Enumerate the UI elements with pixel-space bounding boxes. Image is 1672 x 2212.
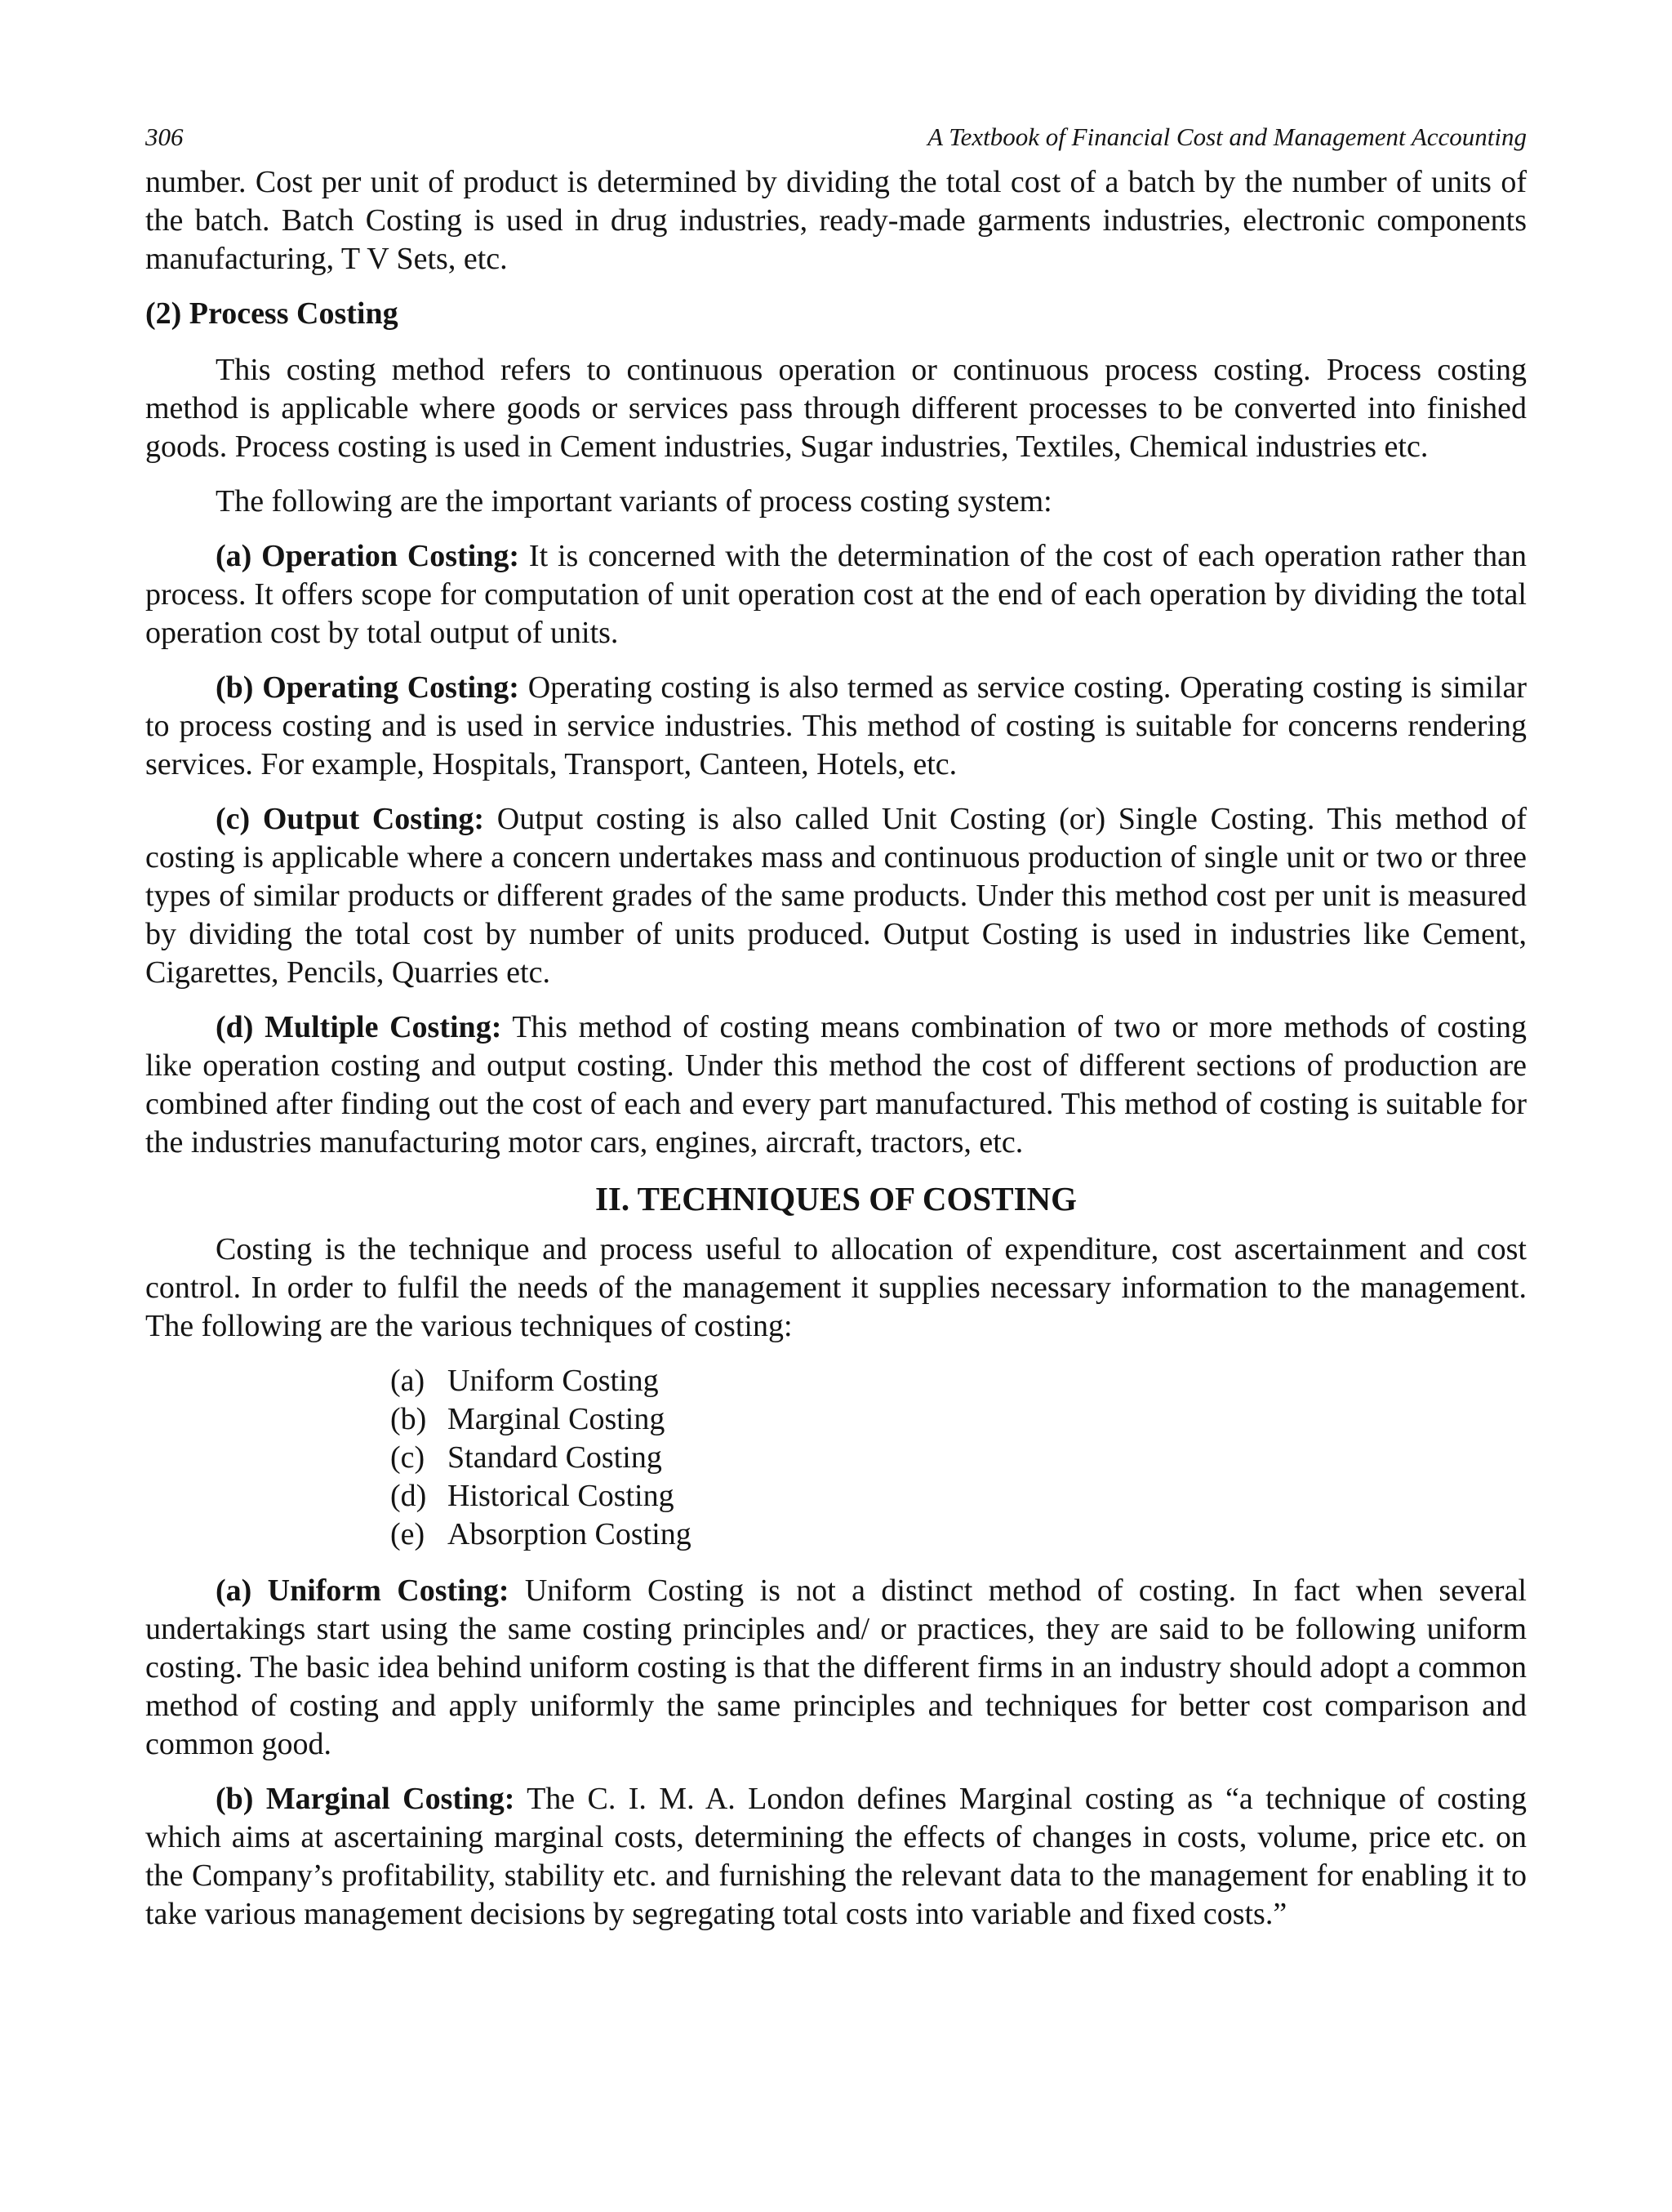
list-item [390, 1515, 1527, 1554]
list-marker: (c) [390, 1440, 425, 1475]
list-item [390, 1400, 1527, 1439]
variant-multiple-costing [145, 1008, 1527, 1162]
definition-text: Uniform Costing is not a distinct method of costing. In fact when several undertakings start using the same costing principles and/ or practices, they are said to be following uniform costing. The basic idea behind uniform costing is that the different firms in an industry should adopt a common method of costing and apply uniformly the same principles and techniques for better cost comparison and common good. [145, 1573, 1527, 1761]
definition-text: The C. I. M. A. London defines Marginal costing as “a technique of costing which aims at ascertaining marginal costs, determining the effects of changes in costs, volume, price etc. on the Company’s profitability, stability etc. and furnishing the relevant data to the management for enabling it to take various management decisions by segregating total costs into variable and fixed costs.” [145, 1782, 1527, 1931]
list-item [390, 1362, 1527, 1400]
list-label: Historical Costing [447, 1479, 674, 1513]
process-costing-heading: (2) Process Costing [145, 296, 398, 331]
list-marker: (e) [390, 1517, 425, 1551]
running-header [145, 122, 1527, 163]
variant-output-costing [145, 800, 1527, 992]
variant-text: Operating costing is also termed as service costing. Operating costing is similar to process costing and is used in service industries. This method of costing is suitable for concerns rendering services. For example, Hospitals, Transport, Canteen, Hotels, etc. [145, 670, 1527, 781]
variants-intro: The following are the important variants of process costing system: [216, 484, 1052, 519]
techniques-heading: II. TECHNIQUES OF COSTING [594, 1180, 1078, 1217]
variant-text: This method of costing means combination of two or more methods of costing like operation costing and output costing. Under this method the cost of different sections of production are combined after finding out the cost of each and every part manufactured. This method of costing is suitable for the industries manufacturing motor cars, engines, aircraft, tractors, etc. [145, 1010, 1527, 1159]
definition-marginal-costing [145, 1780, 1527, 1934]
book-title: A Textbook of Financial Cost and Management Accounting [927, 122, 1527, 151]
process-costing-paragraph: This costing method refers to continuous operation or continuous process costing. Process costing method is applicable where goods or services pass through different processes to be converted into finished goods. Process costing is used in Cement industries, Sugar industries, Textiles, Chemical industries etc. [145, 353, 1527, 464]
intro-paragraph: number. Cost per unit of product is determined by dividing the total cost of a batch by the number of units of the batch. Batch Costing is used in drug industries, ready-made garments industries, electronic components manufacturing, T V Sets, etc. [145, 165, 1527, 276]
page [145, 122, 1527, 1950]
list-label: Marginal Costing [447, 1402, 665, 1436]
variant-term: (b) Operating Costing: [216, 670, 519, 705]
list-marker: (a) [390, 1364, 425, 1398]
list-item [390, 1439, 1527, 1477]
variant-operation-costing [145, 537, 1527, 652]
list-item [390, 1477, 1527, 1515]
variant-operating-costing [145, 669, 1527, 784]
variant-term: (c) Output Costing: [216, 802, 485, 836]
definition-term: (b) Marginal Costing: [216, 1782, 515, 1816]
variant-term: (a) Operation Costing: [216, 539, 520, 573]
list-label: Standard Costing [447, 1440, 662, 1475]
definition-uniform-costing [145, 1572, 1527, 1764]
definition-term: (a) Uniform Costing: [216, 1573, 509, 1608]
list-label: Absorption Costing [447, 1517, 691, 1551]
page-number: 306 [145, 122, 184, 151]
list-marker: (b) [390, 1402, 427, 1436]
list-label: Uniform Costing [447, 1364, 659, 1398]
techniques-list [145, 1362, 1527, 1554]
techniques-intro: Costing is the technique and process useful to allocation of expenditure, cost ascertainment and cost control. In order to fulfil the needs of the management it supplies necessary information to the management. The following are the various techniques of costing: [145, 1232, 1527, 1343]
variant-text: Output costing is also called Unit Costing (or) Single Costing. This method of costing is applicable where a concern undertakes mass and continuous production of single unit or two or three types of similar products or different grades of the same products. Under this method cost per unit is measured by dividing the total cost by number of units produced. Output Costing is used in industries like Cement, Cigarettes, Pencils, Quarries etc. [145, 802, 1527, 990]
variant-text: It is concerned with the determination of the cost of each operation rather than process. It offers scope for computation of unit operation cost at the end of each operation by dividing the total operation cost by total output of units. [145, 539, 1527, 650]
list-marker: (d) [390, 1479, 427, 1513]
variant-term: (d) Multiple Costing: [216, 1010, 502, 1044]
